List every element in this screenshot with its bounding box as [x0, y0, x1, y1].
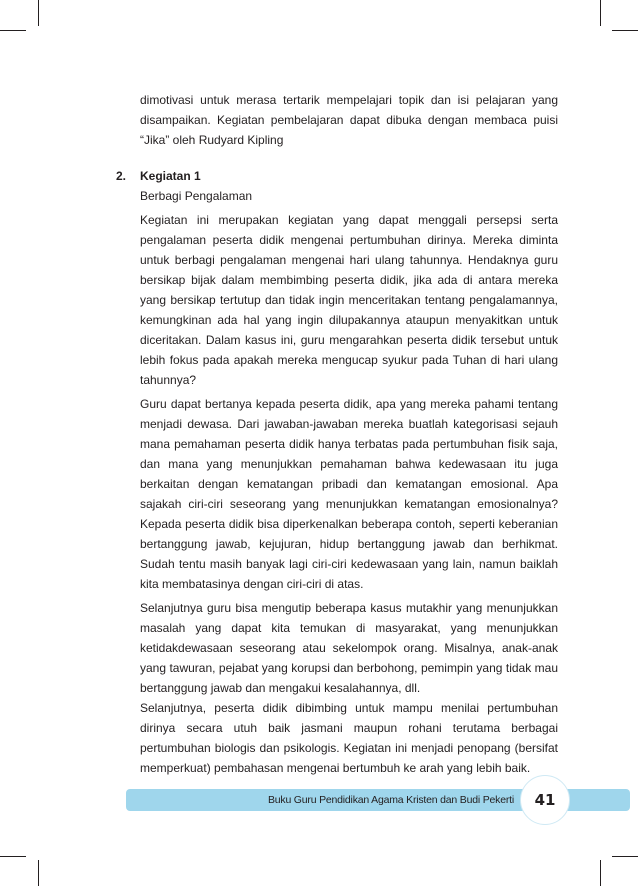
crop-mark-top-left-horizontal: [0, 30, 26, 31]
body-paragraph: Selanjutnya, peserta didik dibimbing untuk mampu menilai pertumbuhan dirinya secara utuh baik jasmani maupun rohani terutama berbagai pertumbuhan biologis dan psikologis. Kegiatan ini menjadi penopang (bersifat memperkuat) pembahasan mengenai bertumbuh ke arah yang lebih baik.: [140, 701, 558, 775]
section-number: 2.: [116, 169, 127, 183]
crop-mark-bottom-left-horizontal: [0, 856, 26, 857]
crop-mark-bottom-right-horizontal: [612, 856, 638, 857]
crop-mark-bottom-left-vertical: [38, 860, 39, 886]
crop-mark-bottom-right-vertical: [600, 860, 601, 886]
activity-section: [116, 166, 558, 778]
crop-mark-top-right-horizontal: [612, 30, 638, 31]
body-paragraph: Guru dapat bertanya kepada peserta didik, apa yang mereka pahami tentang menjadi dewasa. Dari jawaban-jawaban mereka buatlah kategorisasi sejauh mana pemahaman peserta didik hanya terbatas pada pertumbuhan fisik saja, dan mana yang menunjukkan pemahaman bahwa kedewasaan itu juga berkaitan dengan kematangan pribadi dan kematangan emosional. Apa sajakah ciri-ciri seseorang yang menunjukkan kematangan emosionalnya? Kepada peserta didik bisa diperkenalkan beberapa contoh, seperti keberanian bertanggung jawab, kejujuran, hidup bertanggung jawab dan berhikmat. Sudah tentu masih banyak lagi ciri-ciri kedewasaan yang lain, namun baiklah kita membatasinya dengan ciri-ciri di atas.: [140, 397, 558, 591]
page-content: [116, 90, 558, 782]
intro-paragraph: dimotivasi untuk merasa tertarik mempelajari topik dan isi pelajaran yang disampaikan. Kegiatan pembelajaran dapat dibuka dengan membaca puisi “Jika” oleh Rudyard Kipling: [140, 93, 558, 147]
crop-mark-top-right-vertical: [600, 0, 601, 26]
body-paragraph: Selanjutnya guru bisa mengutip beberapa kasus mutakhir yang menunjukkan masalah yang dapat kita temukan di masyarakat, yang menunjukkan ketidakdewasaan seseorang atau sekelompok orang. Misalnya, anak-anak yang tawuran, pejabat yang korupsi dan berbohong, pemimpin yang tidak mau bertanggung jawab dan mengakui kesalahannya, dll.: [140, 601, 558, 695]
crop-mark-top-left-vertical: [38, 0, 39, 26]
body-paragraph: Kegiatan ini merupakan kegiatan yang dapat menggali persepsi serta pengalaman peserta didik mengenai pertumbuhan dirinya. Mereka diminta untuk berbagi pengalaman mengenai hari ulang tahunnya. Hendaknya guru bersikap bijak dalam membimbing peserta didik, jika ada di antara mereka yang bersikap tertutup dan tidak ingin menceritakan tentang pengalamannya, kemungkinan ada hal yang ingin dilupakannya ataupun menyakitkan untuk diceritakan. Dalam kasus ini, guru mengarahkan peserta didik tersebut untuk lebih fokus pada apakah mereka mengucap syukur pada Tuhan di hari ulang tahunnya?: [140, 213, 558, 387]
section-heading: Kegiatan 1: [140, 169, 201, 183]
footer-book-title: Buku Guru Pendidikan Agama Kristen dan Budi Pekerti: [267, 794, 514, 806]
page-number: 41: [520, 775, 570, 825]
section-subheading: Berbagi Pengalaman: [140, 189, 253, 203]
